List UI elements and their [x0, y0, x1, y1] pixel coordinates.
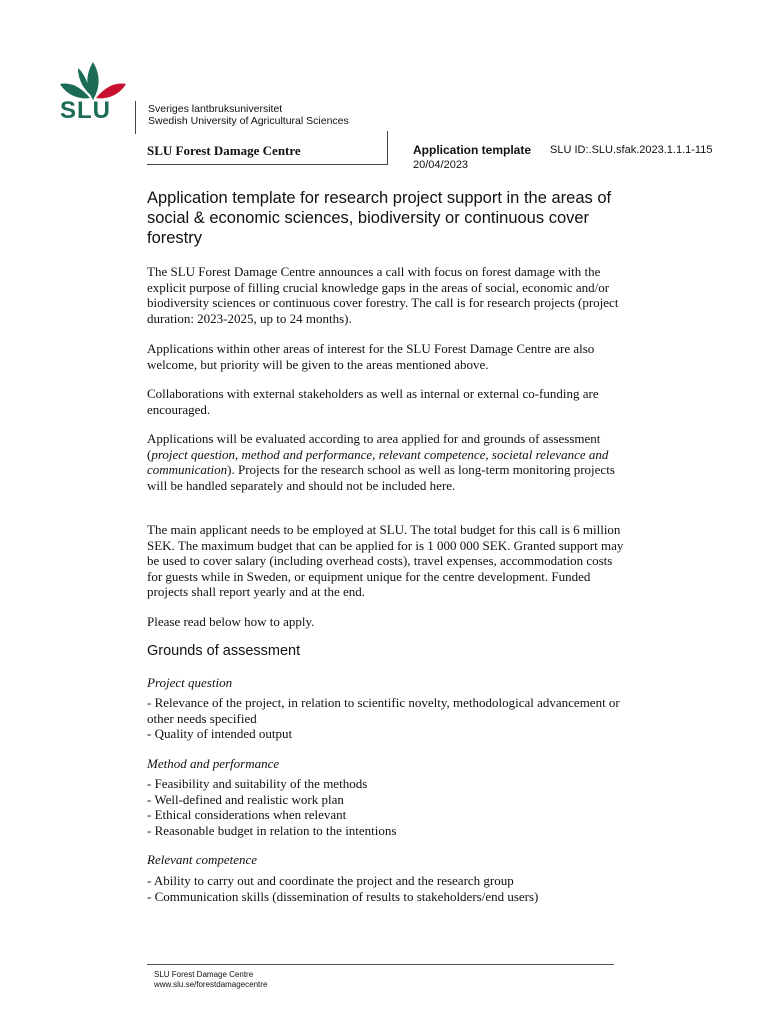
footer-centre-name: SLU Forest Damage Centre [154, 970, 254, 979]
university-name-sv: Sveriges lantbruksuniversitet [148, 103, 283, 115]
list-item: - Reasonable budget in relation to the intentions [147, 822, 397, 838]
header-divider-vertical [387, 131, 388, 165]
header-divider-horizontal [147, 164, 388, 165]
paragraph-assessment [147, 431, 627, 493]
list-item: - Relevance of the project, in relation to scientific novelty, methodological advancement or other needs specified [147, 695, 620, 726]
section-title-project-question: Project question [147, 675, 233, 690]
document-id: SLU ID:.SLU.sfak.2023.1.1.1-115 [550, 144, 713, 156]
paragraph-read-below: Please read below how to apply. [147, 614, 315, 629]
centre-name: SLU Forest Damage Centre [147, 143, 301, 158]
section-title-method: Method and performance [147, 756, 280, 771]
university-name-en: Swedish University of Agricultural Sciences [148, 115, 349, 127]
logo-divider [135, 101, 136, 134]
document-date: 20/04/2023 [413, 159, 469, 171]
list-competence [147, 873, 627, 904]
list-item: - Feasibility and suitability of the methods [147, 776, 368, 791]
assessment-text-start: Applications will be evaluated according to area applied for and grounds of assessment ( [147, 431, 601, 462]
paragraph-collaborations: Collaborations with external stakeholders as well as internal or external co-funding are encouraged. [147, 386, 599, 417]
footer-divider [147, 964, 614, 965]
document-type: Application template [413, 143, 532, 157]
list-item: - Ethical considerations when relevant [147, 807, 347, 822]
list-item: - Quality of intended output [147, 726, 293, 741]
footer-website: www.slu.se/forestdamagecentre [154, 980, 268, 989]
paragraph-other-areas: Applications within other areas of interest for the SLU Forest Damage Centre are also welcome, but priority will be given to the areas mentioned above. [147, 341, 595, 372]
list-method [147, 776, 627, 838]
assessment-criteria: project question, method and performance, relevant competence, societal relevance and communication [147, 446, 609, 477]
list-item: - Ability to carry out and coordinate the project and the research group [147, 873, 514, 888]
document-title: Application template for research project support in the areas of social & economic sciences, biodiversity or continuous cover forestry [147, 189, 612, 247]
list-item: - Communication skills (dissemination of results to stakeholders/end users) [147, 888, 539, 904]
grounds-heading: Grounds of assessment [147, 643, 301, 659]
footer [154, 970, 267, 990]
paragraph-intro: The SLU Forest Damage Centre announces a call with focus on forest damage with the explicit purpose of filling crucial knowledge gaps in the areas of social, economic and/or biodiversity sciences or continuous cover forestry. The call is for research projects (project duration: 2023-2025, up to 24 months). [147, 264, 619, 326]
paragraph-budget: The main applicant needs to be employed at SLU. The total budget for this call is 6 million SEK. The maximum budget that can be applied for is 1 000 000 SEK. Granted support may be used to cover salary (including overhead costs), travel expenses, accommodation costs for guests while in Sweden, or equipment unique for the centre development. Funded projects shall report yearly and at the end. [147, 522, 624, 599]
list-item: - Well-defined and realistic work plan [147, 791, 344, 807]
assessment-text-end: ). Projects for the research school as well as long-term monitoring projects will be handled separately and should not be included here. [147, 462, 615, 493]
section-title-competence: Relevant competence [147, 852, 258, 867]
logo-wordmark: SLU [60, 97, 111, 124]
university-name [148, 103, 349, 127]
list-project-question [147, 695, 627, 742]
